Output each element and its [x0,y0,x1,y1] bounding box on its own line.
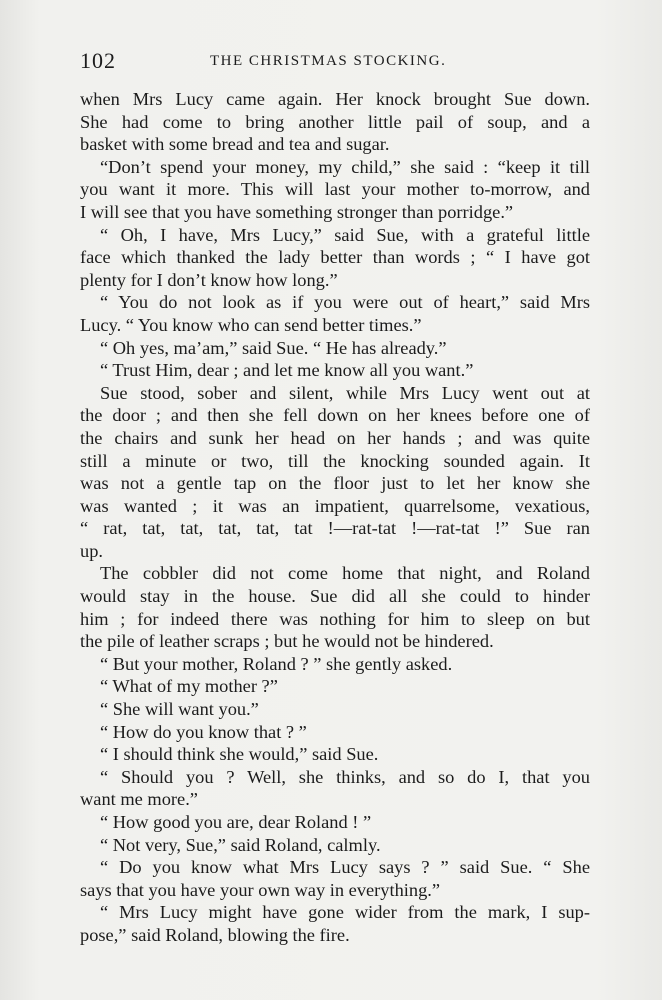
text-line: “ I should think she would,” said Sue. [100,744,379,765]
text-line: “ Not very, Sue,” said Roland, calmly. [100,834,381,855]
text-line: She had come to bring another little pail of soup, and a [80,111,590,132]
text-line: “ What of my mother ?” [100,676,278,697]
text-line: want me more.” [80,789,198,810]
text-line: face which thanked the lady better than words ; “ I have got [80,247,590,268]
text-line: was not a gentle tap on the floor just to let her know she [80,473,590,494]
text-line: “ Should you ? Well, she thinks, and so do I, that you [100,766,590,787]
text-line: “ Oh, I have, Mrs Lucy,” said Sue, with a grateful little [100,224,590,245]
text-line: “ How good you are, dear Roland ! ” [100,812,372,832]
text-line: “ She will want you.” [100,699,259,720]
text-line: would stay in the house. Sue did all she could to hinder [80,586,590,607]
text-line: The cobbler did not come home that night, and Roland [100,563,590,584]
text-line: you want it more. This will last your mother to-morrow, and [80,179,590,200]
text-line: I will see that you have something stronger than porridge.” [80,201,514,222]
text-line: Lucy. “ You know who can send better times.” [80,314,422,335]
text-line: basket with some bread and tea and sugar. [80,134,390,155]
text-line: the chairs and sunk her head on her hands ; and was quite [80,427,590,448]
body-text [80,88,590,947]
text-line: was wanted ; it was an impatient, quarrelsome, vexatious, [80,495,590,516]
text-line: “ Mrs Lucy might have gone wider from the mark, I sup- [100,902,590,923]
text-line: “ How do you know that ? ” [100,721,307,742]
text-line: still a minute or two, till the knocking sounded again. It [80,450,590,471]
text-line: “ You do not look as if you were out of heart,” said Mrs [100,292,590,313]
text-line: plenty for I don’t know how long.” [80,269,338,290]
text-line: “ Oh yes, ma’am,” said Sue. “ He has already.” [100,337,447,358]
page-number: 102 [80,48,116,73]
running-title: THE CHRISTMAS STOCKING. [210,53,447,69]
text-line: when Mrs Lucy came again. Her knock brought Sue down. [80,89,590,109]
running-head [80,48,590,72]
text-line: “ Do you know what Mrs Lucy says ? ” said Sue. “ She [100,857,590,878]
text-line: up. [80,540,103,561]
text-line: pose,” said Roland, blowing the fire. [80,924,350,945]
text-line: him ; for indeed there was nothing for him to sleep on but [80,608,590,629]
text-line: “Don’t spend your money, my child,” she said : “keep it till [100,156,590,177]
text-line: “ rat, tat, tat, tat, tat, tat !—rat-tat !—rat-tat !” Sue ran [80,518,590,539]
text-line: the door ; and then she fell down on her knees before one of [80,405,590,426]
text-line: says that you have your own way in everything.” [80,879,441,900]
text-line: Sue stood, sober and silent, while Mrs Lucy went out at [100,382,590,403]
text-line: “ But your mother, Roland ? ” she gently asked. [100,653,453,674]
text-line: the pile of leather scraps ; but he would not be hindered. [80,631,494,652]
text-line: “ Trust Him, dear ; and let me know all you want.” [100,360,474,381]
